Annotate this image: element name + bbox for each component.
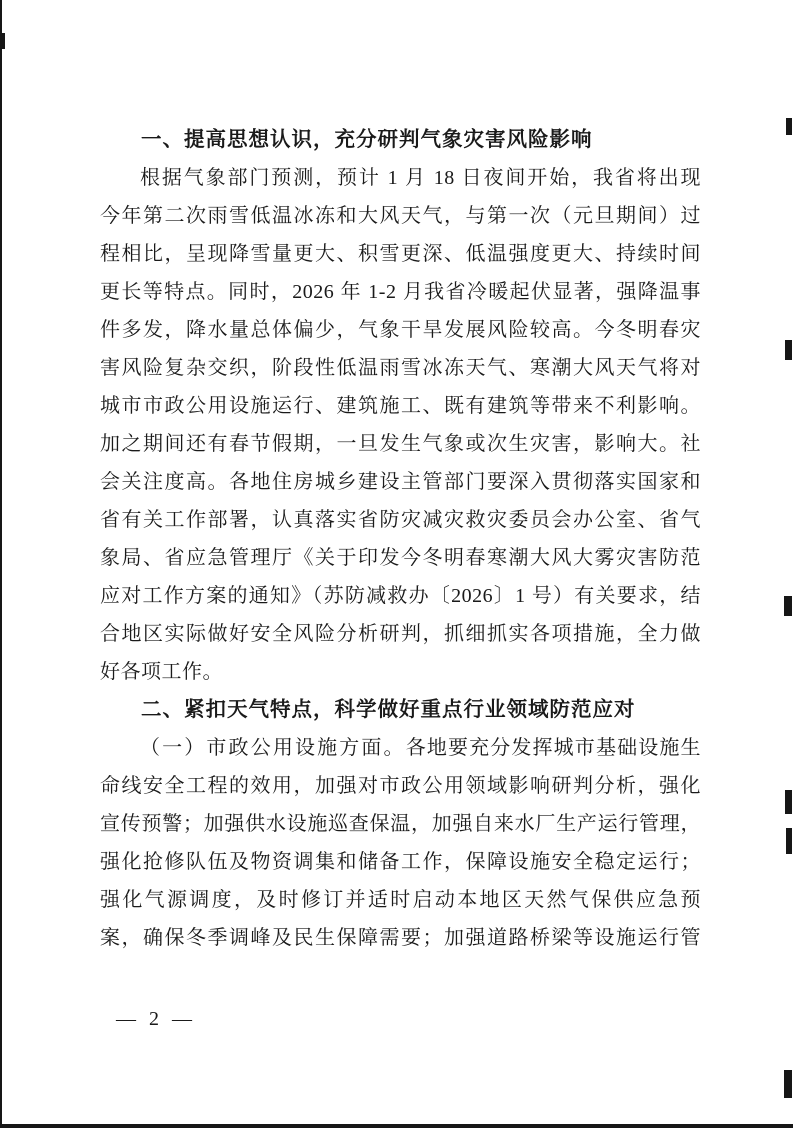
- text-line: 强化抢修队伍及物资调集和储备工作，保障设施安全稳定运行；: [100, 851, 701, 873]
- text-line: 好各项工作。: [100, 661, 223, 683]
- text-line: （一）市政公用设施方面。各地要充分发挥城市基础设施生: [140, 737, 701, 759]
- text-line: 省有关工作部署，认真落实省防灾减灾救灾委员会办公室、省气: [100, 509, 701, 531]
- text-line: 宣传预警；加强供水设施巡查保温，加强自来水厂生产运行管理，: [100, 813, 701, 835]
- section-heading: 一、提高思想认识，充分研判气象灾害风险影响: [141, 128, 593, 151]
- text-line: 会关注度高。各地住房城乡建设主管部门要深入贯彻落实国家和: [100, 471, 701, 493]
- text-line: 强化气源调度，及时修订并适时启动本地区天然气保供应急预: [100, 889, 701, 911]
- scan-artifact-right-mark: [784, 596, 792, 616]
- text-line: 合地区实际做好安全风险分析研判，抓细抓实各项措施，全力做: [100, 623, 701, 645]
- text-line: 象局、省应急管理厅《关于印发今冬明春寒潮大风大雾灾害防范: [100, 547, 701, 569]
- scan-artifact-left-blob: [0, 33, 5, 49]
- scan-artifact-bottom-edge-line: [0, 1124, 793, 1128]
- scan-artifact-right-mark: [784, 1070, 792, 1098]
- text-line: 根据气象部门预测，预计 1 月 18 日夜间开始，我省将出现: [140, 167, 701, 189]
- section-heading: 二、紧扣天气特点，科学做好重点行业领域防范应对: [141, 698, 636, 721]
- text-line: 件多发，降水量总体偏少，气象干旱发展风险较高。今冬明春灾: [100, 319, 701, 341]
- scan-artifact-left-edge-line: [0, 0, 2, 1128]
- text-line: 害风险复杂交织，阶段性低温雨雪冰冻天气、寒潮大风天气将对: [100, 357, 701, 379]
- text-line: 更长等特点。同时，2026 年 1-2 月我省冷暖起伏显著，强降温事: [100, 281, 701, 303]
- scan-artifact-right-mark: [786, 828, 792, 854]
- text-line: 案，确保冬季调峰及民生保障需要；加强道路桥梁等设施运行管: [100, 927, 701, 949]
- scan-artifact-right-mark: [785, 790, 792, 814]
- text-line: 城市市政公用设施运行、建筑施工、既有建筑等带来不利影响。: [100, 395, 701, 417]
- text-line: 程相比，呈现降雪量更大、积雪更深、低温强度更大、持续时间: [100, 243, 701, 265]
- text-line: 命线安全工程的效用，加强对市政公用领域影响研判分析，强化: [100, 775, 701, 797]
- text-line: 加之期间还有春节假期，一旦发生气象或次生灾害，影响大。社: [100, 433, 701, 455]
- document-lines: [100, 121, 701, 957]
- text-line: 今年第二次雨雪低温冰冻和大风天气，与第一次（元旦期间）过: [100, 205, 701, 227]
- scan-artifact-right-mark: [786, 118, 792, 135]
- text-line: 应对工作方案的通知》（苏防减救办〔2026〕1 号）有关要求，结: [100, 585, 701, 607]
- subsection-label: （一）市政公用设施方面。: [140, 737, 406, 759]
- page-number: — 2 —: [116, 1008, 196, 1030]
- scan-artifact-right-mark: [785, 340, 792, 360]
